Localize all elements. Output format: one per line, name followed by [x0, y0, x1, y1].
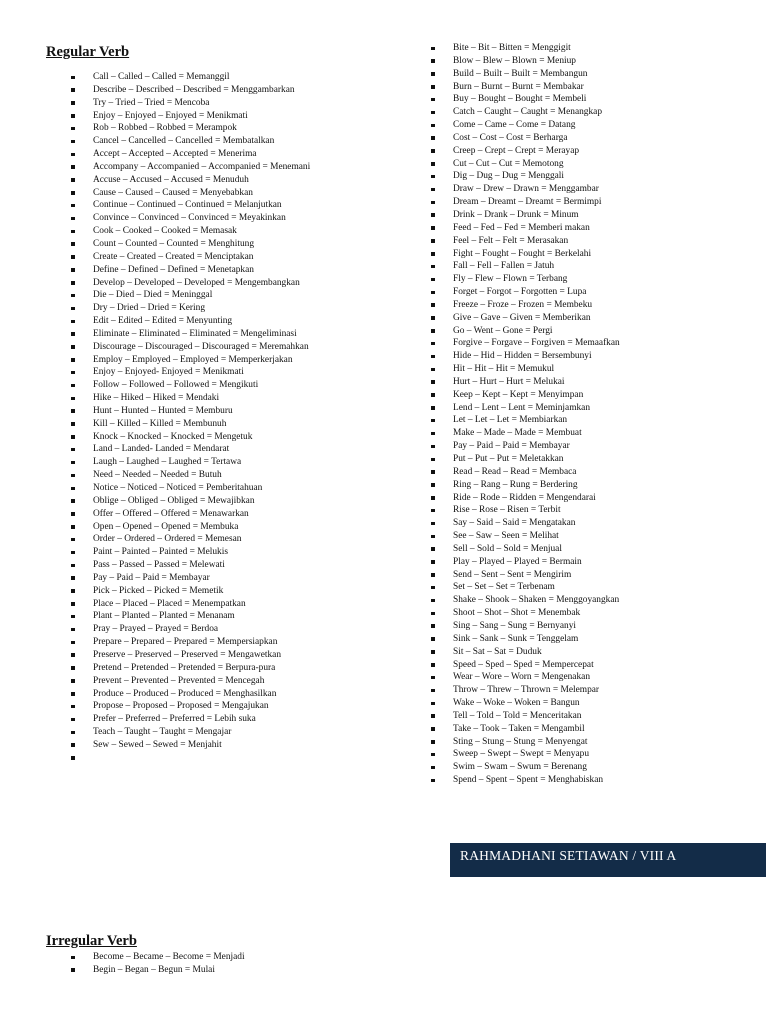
- verb-list-item: Feel – Felt – Felt = Merasakan: [453, 235, 620, 248]
- verb-list-item: Catch – Caught – Caught = Menangkap: [453, 106, 620, 119]
- verb-list-item: Spend – Spent – Spent = Menghabiskan: [453, 774, 620, 787]
- verb-list-item: Ring – Rang – Rung = Berdering: [453, 479, 620, 492]
- verb-list-item: Pass – Passed – Passed = Melewati: [93, 559, 310, 572]
- verb-list-item: Teach – Taught – Taught = Mengajar: [93, 726, 310, 739]
- verb-list-item: Laugh – Laughed – Laughed = Tertawa: [93, 456, 310, 469]
- verb-list-item: Hike – Hiked – Hiked = Mendaki: [93, 392, 310, 405]
- verb-list-item: Buy – Bought – Bought = Membeli: [453, 93, 620, 106]
- verb-list-item: Hunt – Hunted – Hunted = Memburu: [93, 405, 310, 418]
- verb-list-item: Put – Put – Put = Meletakkan: [453, 453, 620, 466]
- verb-list-item: Convince – Convinced – Convinced = Meyakinkan: [93, 212, 310, 225]
- verb-list-item: Tell – Told – Told = Menceritakan: [453, 710, 620, 723]
- verb-list-item: Pray – Prayed – Prayed = Berdoa: [93, 623, 310, 636]
- verb-list-item: Ride – Rode – Ridden = Mengendarai: [453, 492, 620, 505]
- verb-list-item: Need – Needed – Needed = Butuh: [93, 469, 310, 482]
- verb-list-item: Bite – Bit – Bitten = Menggigit: [453, 42, 620, 55]
- verb-list-item: Eliminate – Eliminated – Eliminated = Mengeliminasi: [93, 328, 310, 341]
- verb-list-item: Call – Called – Called = Memanggil: [93, 71, 310, 84]
- verb-list-item: Knock – Knocked – Knocked = Mengetuk: [93, 431, 310, 444]
- verb-list-item: Throw – Threw – Thrown = Melempar: [453, 684, 620, 697]
- verb-list-item: Produce – Produced – Produced = Menghasilkan: [93, 688, 310, 701]
- verb-list-item: Rob – Robbed – Robbed = Merampok: [93, 122, 310, 135]
- verb-list-item: Sink – Sank – Sunk = Tenggelam: [453, 633, 620, 646]
- verb-list-item: Die – Died – Died = Meninggal: [93, 289, 310, 302]
- verb-list-item: Pay – Paid – Paid = Membayar: [453, 440, 620, 453]
- verb-list-item: Go – Went – Gone = Pergi: [453, 325, 620, 338]
- verb-list-item: Sweep – Swept – Swept = Menyapu: [453, 748, 620, 761]
- irregular-verb-list: [93, 951, 245, 977]
- verb-list-item: Order – Ordered – Ordered = Memesan: [93, 533, 310, 546]
- verb-list-item: Blow – Blew – Blown = Meniup: [453, 55, 620, 68]
- verb-list-item: Accuse – Accused – Accused = Menuduh: [93, 174, 310, 187]
- verb-list-item: Keep – Kept – Kept = Menyimpan: [453, 389, 620, 402]
- verb-list-item: Rise – Rose – Risen = Terbit: [453, 504, 620, 517]
- verb-list-item: Accompany – Accompanied – Accompanied = Menemani: [93, 161, 311, 172]
- irregular-verb-list-continued: [453, 42, 620, 787]
- verb-list-item: Edit – Edited – Edited = Menyunting: [93, 315, 310, 328]
- regular-verb-list: [93, 71, 310, 752]
- verb-list-item: Shoot – Shot – Shot = Menembak: [453, 607, 620, 620]
- verb-list-item: Land – Landed- Landed = Mendarat: [93, 443, 310, 456]
- verb-list-item: Send – Sent – Sent = Mengirim: [453, 569, 620, 582]
- verb-list-item: Cook – Cooked – Cooked = Memasak: [93, 225, 310, 238]
- verb-list-item: Cost – Cost – Cost = Berharga: [453, 132, 620, 145]
- regular-verb-heading: Regular Verb: [46, 44, 130, 60]
- verb-list-item: Cancel – Cancelled – Cancelled = Membatalkan: [93, 135, 310, 148]
- irregular-verb-heading: Irregular Verb: [46, 933, 137, 949]
- verb-list-item: Preserve – Preserved – Preserved = Mengawetkan: [93, 649, 310, 662]
- verb-list-item: Propose – Proposed – Proposed = Mengajukan: [93, 700, 310, 713]
- verb-list-item: Read – Read – Read = Membaca: [453, 466, 620, 479]
- verb-list-item: Cut – Cut – Cut = Memotong: [453, 158, 620, 171]
- verb-list-item: Employ – Employed – Employed = Memperkerjakan: [93, 354, 310, 367]
- verb-list-item: Pretend – Pretended – Pretended = Berpura-pura: [93, 662, 310, 675]
- verb-list-item: Set – Set – Set = Terbenam: [453, 581, 620, 594]
- verb-list-item: Come – Came – Come = Datang: [453, 119, 620, 132]
- verb-list-item: Give – Gave – Given = Memberikan: [453, 312, 620, 325]
- verb-list-item: Fight – Fought – Fought = Berkelahi: [453, 248, 620, 261]
- verb-list-item: Offer – Offered – Offered = Menawarkan: [93, 508, 310, 521]
- verb-list-item: Play – Played – Played = Bermain: [453, 556, 620, 569]
- verb-list-item: Become – Became – Become = Menjadi: [93, 952, 245, 962]
- verb-list-item: Prevent – Prevented – Prevented = Mencegah: [93, 675, 310, 688]
- verb-list-item: Paint – Painted – Painted = Melukis: [93, 546, 310, 559]
- verb-list-item: Swim – Swam – Swum = Berenang: [453, 761, 620, 774]
- verb-list-item: Forgive – Forgave – Forgiven = Memaafkan: [453, 338, 620, 349]
- verb-list-item: Accept – Accepted – Accepted = Menerima: [93, 148, 310, 161]
- verb-list-item: Sew – Sewed – Sewed = Menjahit: [93, 739, 310, 752]
- verb-list-item: Dig – Dug – Dug = Menggali: [453, 170, 620, 183]
- verb-list-item: Feed – Fed – Fed = Memberi makan: [453, 222, 620, 235]
- verb-list-item: Hurt – Hurt – Hurt = Melukai: [453, 376, 620, 389]
- verb-list-item: Sell – Sold – Sold = Menjual: [453, 543, 620, 556]
- verb-list-item: Wear – Wore – Worn = Mengenakan: [453, 671, 620, 684]
- verb-list-item: Create – Created – Created = Menciptakan: [93, 251, 310, 264]
- verb-list-item: Try – Tried – Tried = Mencoba: [93, 97, 310, 110]
- verb-list-item: Let – Let – Let = Membiarkan: [453, 414, 620, 427]
- verb-list-item: See – Saw – Seen = Melihat: [453, 530, 620, 543]
- verb-list-item: Kill – Killed – Killed = Membunuh: [93, 418, 310, 431]
- verb-list-item: Enjoy – Enjoyed – Enjoyed = Menikmati: [93, 110, 310, 123]
- verb-list-item: Enjoy – Enjoyed- Enjoyed = Menikmati: [93, 366, 310, 379]
- verb-list-item: Make – Made – Made = Membuat: [453, 427, 620, 440]
- verb-list-item: Shake – Shook – Shaken = Menggoyangkan: [453, 595, 620, 606]
- verb-list-item: Plant – Planted – Planted = Menanam: [93, 610, 310, 623]
- verb-list-item: Say – Said – Said = Mengatakan: [453, 517, 620, 530]
- verb-list-item: Creep – Crept – Crept = Merayap: [453, 145, 620, 158]
- verb-list-item: Continue – Continued – Continued = Melanjutkan: [93, 199, 310, 212]
- verb-list-item: Fly – Flew – Flown = Terbang: [453, 273, 620, 286]
- verb-list-item: Pay – Paid – Paid = Membayar: [93, 572, 310, 585]
- verb-list-item: Speed – Sped – Sped = Mempercepat: [453, 659, 620, 672]
- verb-list-item: Freeze – Froze – Frozen = Membeku: [453, 299, 620, 312]
- verb-list-item: Prepare – Prepared – Prepared = Mempersiapkan: [93, 636, 310, 649]
- verb-list-item: Build – Built – Built = Membangun: [453, 68, 620, 81]
- verb-list-item: Begin – Began – Begun = Mulai: [93, 964, 245, 977]
- verb-list-item: Notice – Noticed – Noticed = Pemberitahuan: [93, 482, 310, 495]
- verb-list-item: Forget – Forgot – Forgotten = Lupa: [453, 286, 620, 299]
- verb-list-item: Discourage – Discouraged – Discouraged = Meremahkan: [93, 341, 309, 352]
- verb-list-item: Place – Placed – Placed = Menempatkan: [93, 598, 310, 611]
- verb-list-item: Open – Opened – Opened = Membuka: [93, 521, 310, 534]
- verb-list-item: Sting – Stung – Stung = Menyengat: [453, 736, 620, 749]
- verb-list-item: Sit – Sat – Sat = Duduk: [453, 646, 620, 659]
- verb-list-item: Oblige – Obliged – Obliged = Mewajibkan: [93, 495, 310, 508]
- verb-list-item: Describe – Described – Described = Menggambarkan: [93, 84, 310, 97]
- verb-list-item: Lend – Lent – Lent = Meminjamkan: [453, 402, 620, 415]
- author-banner: RAHMADHANI SETIAWAN / VIII A: [450, 843, 766, 877]
- verb-list-item: Hit – Hit – Hit = Memukul: [453, 363, 620, 376]
- verb-list-item: Take – Took – Taken = Mengambil: [453, 723, 620, 736]
- verb-list-item: Drink – Drank – Drunk = Minum: [453, 209, 620, 222]
- verb-list-item: Define – Defined – Defined = Menetapkan: [93, 264, 310, 277]
- verb-list-item: Follow – Followed – Followed = Mengikuti: [93, 379, 310, 392]
- verb-list-item: Cause – Caused – Caused = Menyebabkan: [93, 187, 310, 200]
- verb-list-item: Pick – Picked – Picked = Memetik: [93, 585, 310, 598]
- verb-list-item: Wake – Woke – Woken = Bangun: [453, 697, 620, 710]
- verb-list-item: Dry – Dried – Dried = Kering: [93, 302, 310, 315]
- verb-list-item: Hide – Hid – Hidden = Bersembunyi: [453, 350, 620, 363]
- verb-list-item: Dream – Dreamt – Dreamt = Bermimpi: [453, 196, 620, 209]
- verb-list-item: Prefer – Preferred – Preferred = Lebih suka: [93, 713, 310, 726]
- verb-list-item: Sing – Sang – Sung = Bernyanyi: [453, 620, 620, 633]
- verb-list-item: Count – Counted – Counted = Menghitung: [93, 238, 310, 251]
- verb-list-item: Develop – Developed – Developed = Mengembangkan: [93, 277, 310, 290]
- verb-list-item: Draw – Drew – Drawn = Menggambar: [453, 183, 620, 196]
- verb-list-item: Burn – Burnt – Burnt = Membakar: [453, 81, 620, 94]
- verb-list-item: Fall – Fell – Fallen = Jatuh: [453, 260, 620, 273]
